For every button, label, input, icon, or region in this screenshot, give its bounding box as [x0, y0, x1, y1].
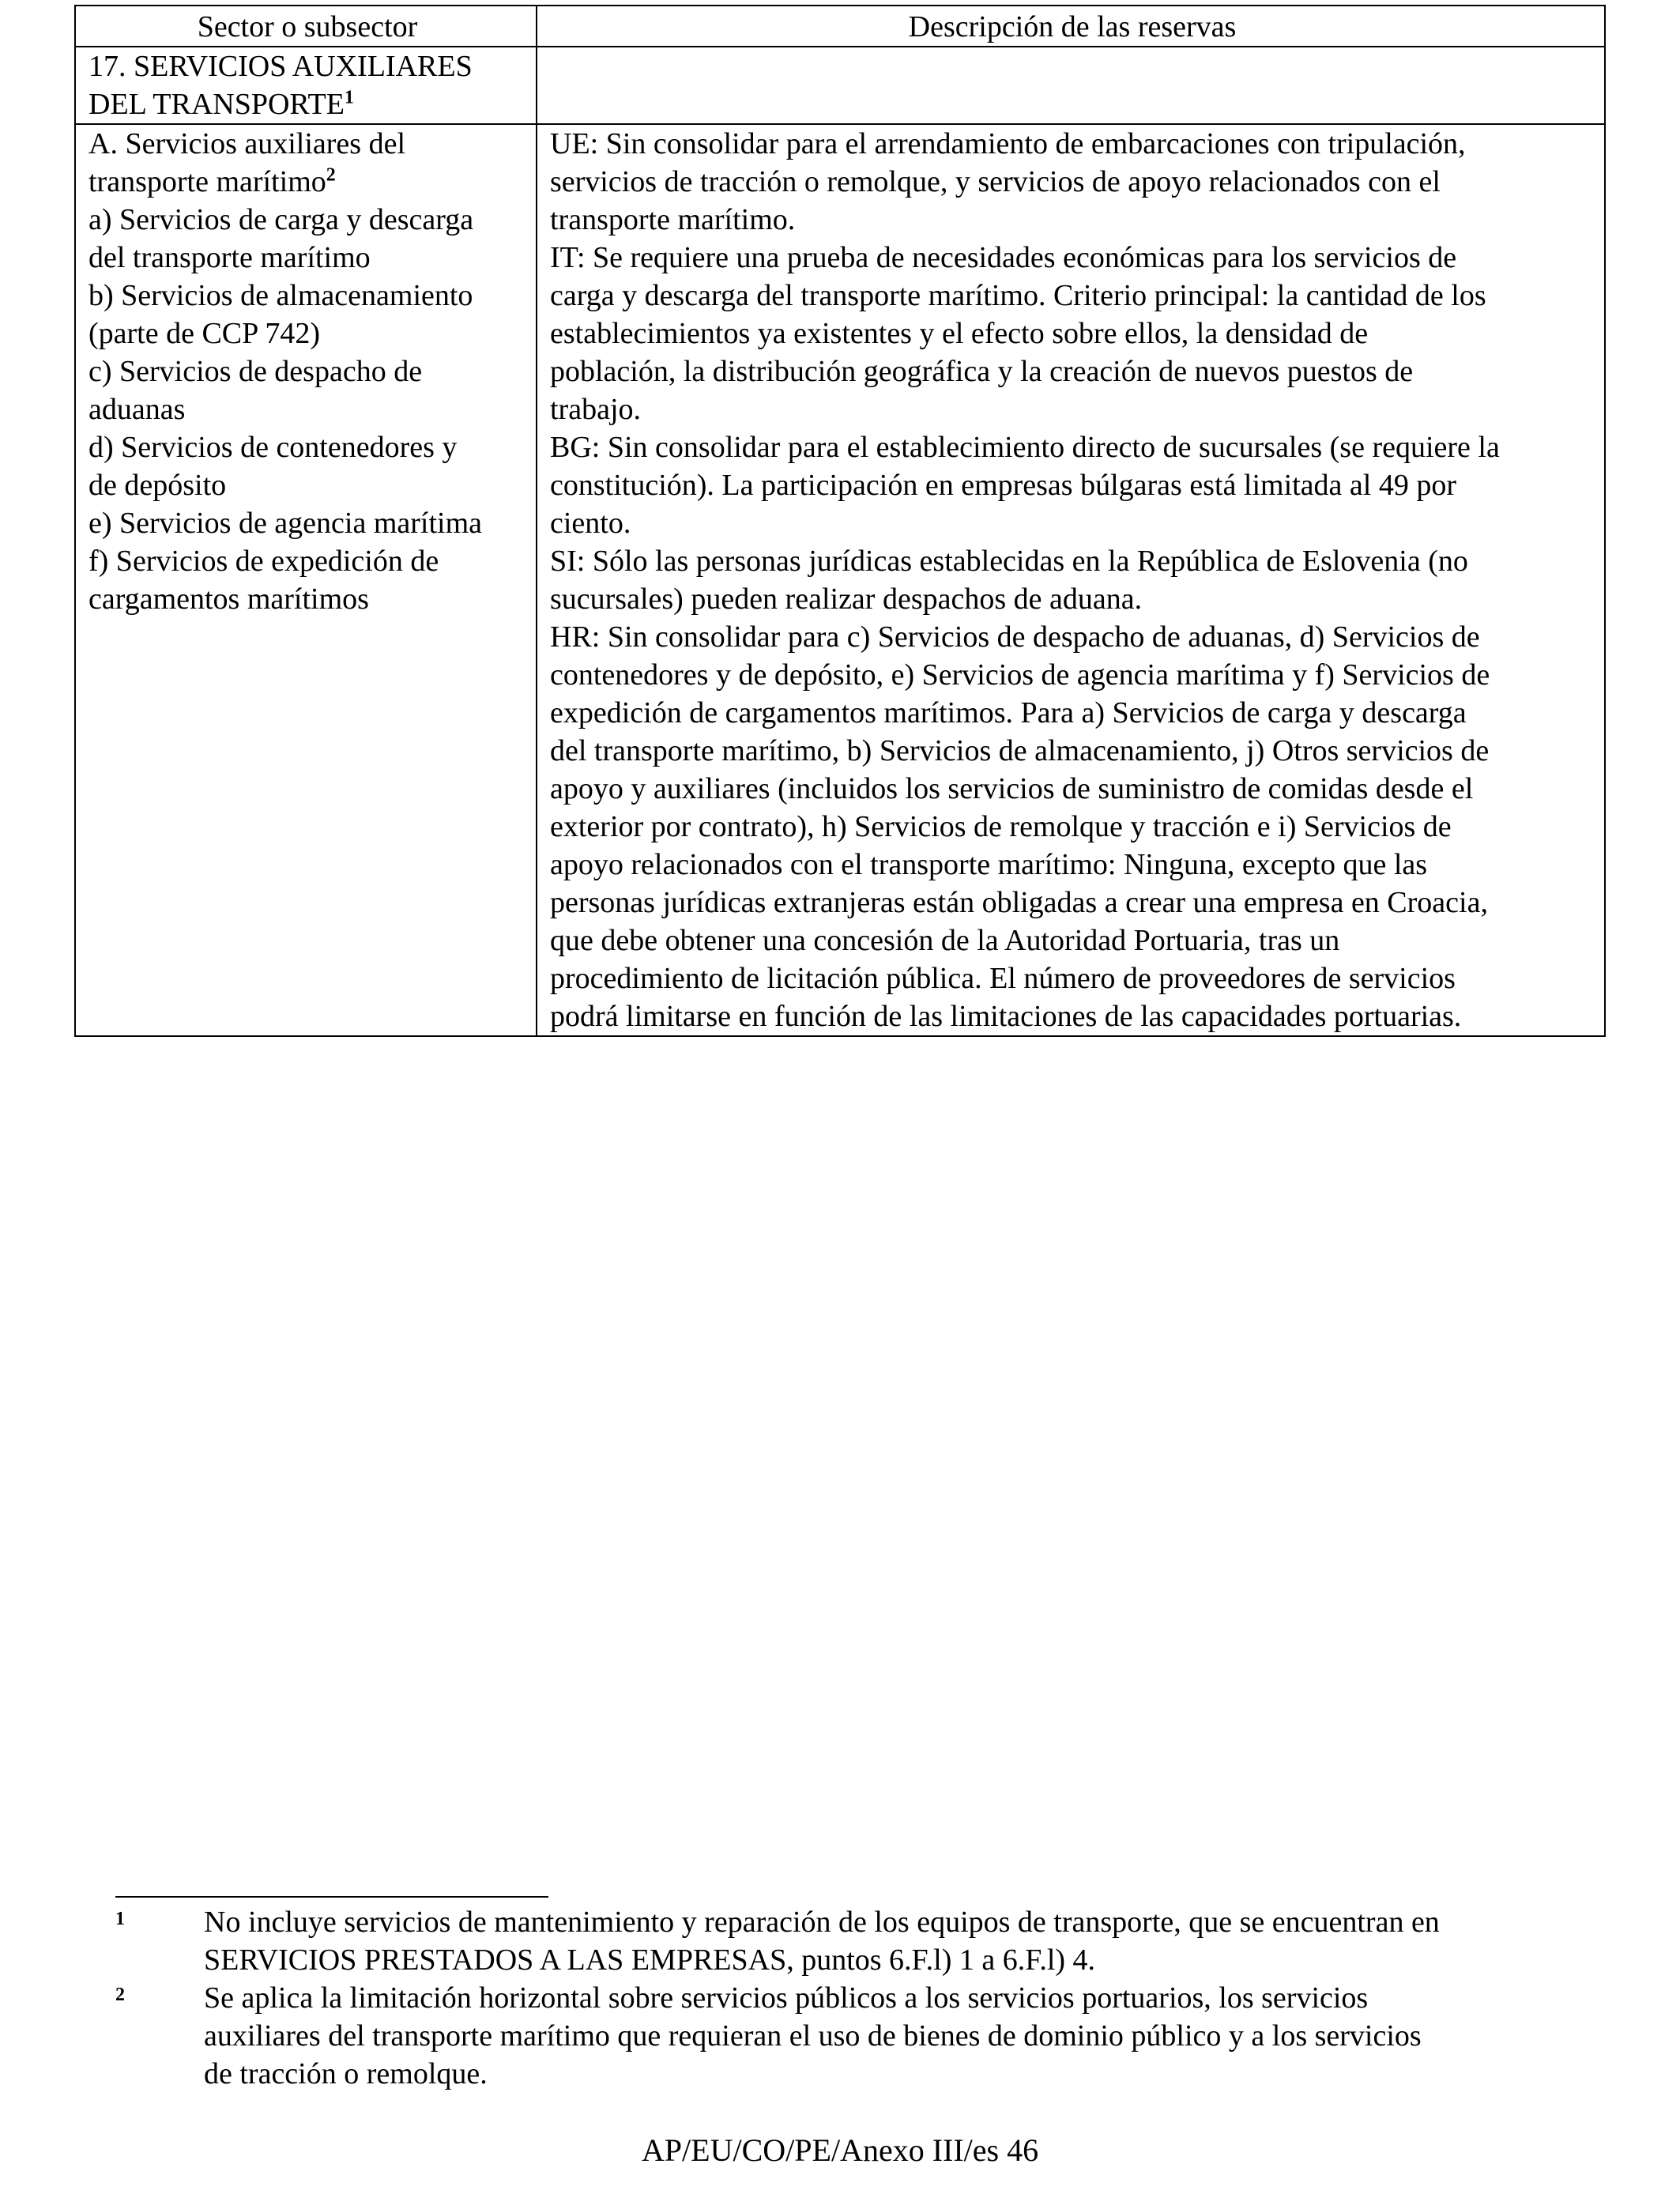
sector-line: transporte marítimo$^2$ — [89, 164, 336, 198]
description-line: contenedores y de depósito, e) Servicios de agencia marítima y f) Servicios de — [550, 658, 1490, 692]
sector-line: d) Servicios de contenedores y — [89, 431, 458, 464]
sector-line: aduanas — [89, 393, 186, 426]
section-title-line: 17. SERVICIOS AUXILIARES — [89, 50, 473, 83]
sector-line: de depósito — [89, 469, 227, 502]
description-line: HR: Sin consolidar para c) Servicios de despacho de aduanas, d) Servicios de — [550, 620, 1480, 654]
description-line: ciento. — [550, 507, 631, 540]
sector-line: e) Servicios de agencia marítima — [89, 507, 483, 540]
description-line: constitución). La participación en empresas búlgaras está limitada al 49 por — [550, 469, 1456, 502]
description-line: trabajo. — [550, 393, 642, 426]
sector-line: (parte de CCP 742) — [89, 317, 321, 350]
description-line: población, la distribución geográfica y la creación de nuevos puestos de — [550, 355, 1414, 388]
description-line: IT: Se requiere una prueba de necesidades económicas para los servicios de — [550, 241, 1457, 274]
table-header-row — [75, 6, 1605, 47]
sector-line: A. Servicios auxiliares del — [89, 127, 406, 160]
description-line: establecimientos ya existentes y el efecto sobre ellos, la densidad de — [550, 317, 1369, 350]
description-line: UE: Sin consolidar para el arrendamiento de embarcaciones con tripulación, — [550, 127, 1466, 160]
description-line: exterior por contrato), h) Servicios de remolque y tracción e i) Servicios de — [550, 810, 1452, 843]
header-description: Descripción de las reservas — [537, 6, 1605, 47]
table-row — [75, 124, 1605, 1036]
description-line: personas jurídicas extranjeras están obligadas a crear una empresa en Croacia, — [550, 886, 1488, 919]
description-line: sucursales) pueden realizar despachos de aduana. — [550, 582, 1143, 616]
sector-line: f) Servicios de expedición de — [89, 545, 439, 578]
description-line: transporte marítimo. — [550, 203, 796, 236]
sector-line: a) Servicios de carga y descarga — [89, 203, 474, 236]
footnote-number: 1 — [115, 1909, 125, 1929]
section-title-row — [75, 47, 1605, 124]
footnote-ref: 2 — [326, 164, 336, 186]
description-line: del transporte marítimo, b) Servicios de almacenamiento, j) Otros servicios de — [550, 734, 1490, 767]
footnotes — [115, 1903, 1569, 2093]
footnote-separator — [115, 1896, 548, 1898]
description-cell — [537, 124, 1605, 1036]
description-line: podrá limitarse en función de las limitaciones de las capacidades portuarias. — [550, 1000, 1462, 1033]
footnote-line: Se aplica la limitación horizontal sobre servicios públicos a los servicios portuarios, los servicios — [204, 1981, 1369, 2015]
sector-cell — [75, 124, 537, 1036]
description-line: SI: Sólo las personas jurídicas establecidas en la República de Eslovenia (no — [550, 545, 1468, 578]
footnote — [115, 1979, 1569, 2093]
page-footer: AP/EU/CO/PE/Anexo III/es 46 — [641, 2132, 1039, 2168]
footnote-line: SERVICIOS PRESTADOS A LAS EMPRESAS, puntos 6.F.l) 1 a 6.F.l) 4. — [204, 1943, 1096, 1977]
footnote-line: No incluye servicios de mantenimiento y reparación de los equipos de transporte, que se encuentran en — [204, 1906, 1440, 1939]
section-title-cell — [75, 47, 537, 124]
sector-line: cargamentos marítimos — [89, 582, 369, 616]
footnote-line: auxiliares del transporte marítimo que requieran el uso de bienes de dominio público y a los servicios — [204, 2019, 1422, 2053]
sector-line: b) Servicios de almacenamiento — [89, 279, 473, 312]
description-line: apoyo relacionados con el transporte marítimo: Ninguna, excepto que las — [550, 848, 1428, 881]
reservations-table — [74, 5, 1606, 1037]
section-title-empty-cell — [537, 47, 1605, 124]
description-line: servicios de tracción o remolque, y servicios de apoyo relacionados con el — [550, 165, 1441, 198]
footnote-number: 2 — [115, 1985, 125, 2005]
description-line: apoyo y auxiliares (incluidos los servicios de suministro de comidas desde el — [550, 772, 1474, 805]
footnote-line: de tracción o remolque. — [204, 2057, 488, 2090]
footnote-ref: 1 — [344, 87, 354, 108]
sector-line: c) Servicios de despacho de — [89, 355, 423, 388]
description-line: procedimiento de licitación pública. El número de proveedores de servicios — [550, 962, 1456, 995]
description-line: expedición de cargamentos marítimos. Para a) Servicios de carga y descarga — [550, 696, 1467, 729]
description-line: BG: Sin consolidar para el establecimiento directo de sucursales (se requiere la — [550, 431, 1500, 464]
description-line: carga y descarga del transporte marítimo. Criterio principal: la cantidad de los — [550, 279, 1486, 312]
section-title-line: DEL TRANSPORTE$^1$ — [89, 87, 354, 121]
description-line: que debe obtener una concesión de la Autoridad Portuaria, tras un — [550, 924, 1340, 957]
header-sector: Sector o subsector — [75, 6, 537, 47]
footnote — [115, 1903, 1569, 1979]
sector-line: del transporte marítimo — [89, 241, 371, 274]
